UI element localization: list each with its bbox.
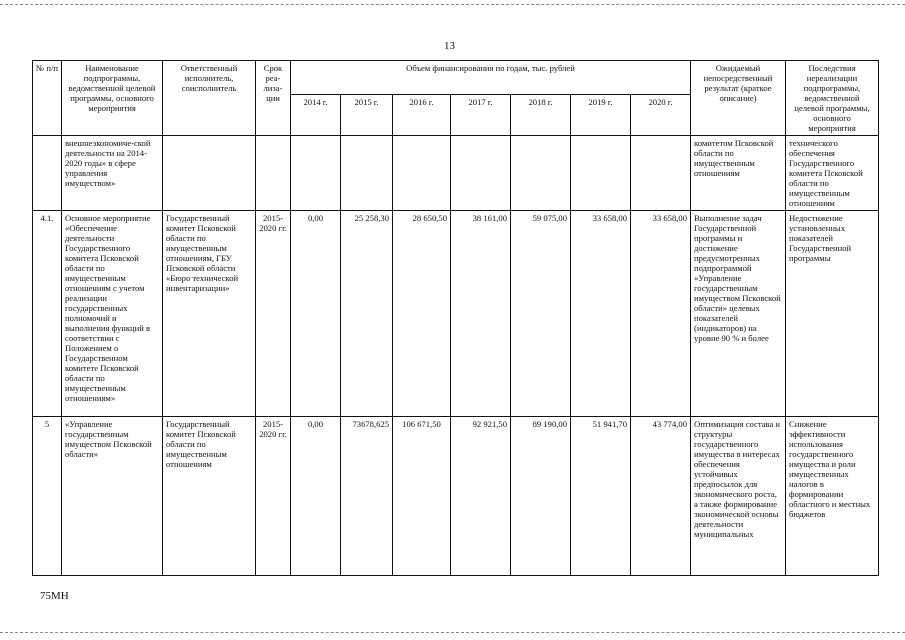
header-result: Ожидаемый непосредственный результат (краткое описание)	[691, 61, 786, 136]
row-result: комитетом Псковской области по имущественным отношениям	[691, 136, 786, 211]
row-responsible: Государственный комитет Псковской области по имущественным отношениям	[163, 417, 256, 576]
row-responsible: Государственный комитет Псковской области по имущественным отношениям, ГБУ Псковской области «Бюро технической инвентаризации»	[163, 211, 256, 417]
row-value: 59 075,00	[511, 211, 571, 417]
table-row	[33, 136, 879, 211]
row-num: 5	[33, 417, 62, 576]
header-year: 2019 г.	[571, 95, 631, 136]
row-responsible	[163, 136, 256, 211]
row-name: Основное мероприятие «Обеспечение деятельности Государственного комитета Псковской области по имущественным отношениям с учетом реализации государственных полномочий и выполнения функций в соответствии с Положением о Государственном комитете Псковской области по имущественным отношениям»	[62, 211, 163, 417]
bottom-scan-edge	[0, 632, 905, 633]
header-year: 2014 г.	[291, 95, 341, 136]
row-result: Выполнение задач Государственной программы и достижение предусмотренных подпрограммой «Управление государственным имуществом Псковской области» целевых показателей (индикаторов) на уровне 90 % и более	[691, 211, 786, 417]
row-value	[451, 136, 511, 211]
row-num: 4.1.	[33, 211, 62, 417]
row-value: 89 190,00	[511, 417, 571, 576]
header-num: № п/п	[33, 61, 62, 136]
header-financing: Объем финансирования по годам, тыс. рублей	[291, 61, 691, 95]
row-consequences: технического обеспечения Государственного комитета Псковской области по имущественным отношениям	[786, 136, 879, 211]
header-name: Наименование подпрограммы, ведомственной целевой программы, основного мероприятия	[62, 61, 163, 136]
header-responsible: Ответственный исполнитель, соисполнитель	[163, 61, 256, 136]
page-number: 13	[444, 40, 455, 52]
row-period	[256, 136, 291, 211]
header-year: 2020 г.	[631, 95, 691, 136]
header-year: 2015 г.	[341, 95, 393, 136]
financing-table	[32, 60, 879, 576]
row-value	[341, 136, 393, 211]
top-scan-edge	[0, 4, 905, 5]
row-period: 2015-2020 гг.	[256, 211, 291, 417]
header-period: Срок реа-лиза-ции	[256, 61, 291, 136]
row-value	[511, 136, 571, 211]
row-name: «Управление государственным имуществом Псковской области»	[62, 417, 163, 576]
header-consequences: Последствия нереализации подпрограммы, ведомственной целевой программы, основного мероприятия	[786, 61, 879, 136]
row-value: 33 658,00	[571, 211, 631, 417]
row-value: 92 921,50	[451, 417, 511, 576]
row-period: 2015-2020 гг.	[256, 417, 291, 576]
header-year: 2016 г.	[393, 95, 451, 136]
row-value	[291, 136, 341, 211]
row-value: 33 658,00	[631, 211, 691, 417]
row-consequences: Снижение эффективности использования государственного имущества и роли имущественных налогов в формировании областного и местных бюджетов	[786, 417, 879, 576]
header-year: 2017 г.	[451, 95, 511, 136]
row-value	[393, 136, 451, 211]
row-value: 25 258,30	[341, 211, 393, 417]
row-result: Оптимизация состава и структуры государственного имущества в интересах обеспечения устойчивых предпосылок для экономического роста, а также формирование экономической основы деятельности муниципальных	[691, 417, 786, 576]
row-num	[33, 136, 62, 211]
row-value: 73678,625	[341, 417, 393, 576]
table-row	[33, 417, 879, 576]
row-value: 38 161,00	[451, 211, 511, 417]
row-value	[571, 136, 631, 211]
row-value	[631, 136, 691, 211]
row-name: внешнеэкономиче-ской деятельности на 2014-2020 годы» в сфере управления имуществом»	[62, 136, 163, 211]
header-year: 2018 г.	[511, 95, 571, 136]
row-value: 0,00	[291, 211, 341, 417]
table-row	[33, 211, 879, 417]
row-value: 28 650,50	[393, 211, 451, 417]
row-consequences: Недостижение установленных показателей Государственной программы	[786, 211, 879, 417]
footer-code: 75МН	[40, 590, 69, 602]
row-value: 51 941,70	[571, 417, 631, 576]
row-value: 106 671,50	[393, 417, 451, 576]
row-value: 0,00	[291, 417, 341, 576]
row-value: 43 774,00	[631, 417, 691, 576]
